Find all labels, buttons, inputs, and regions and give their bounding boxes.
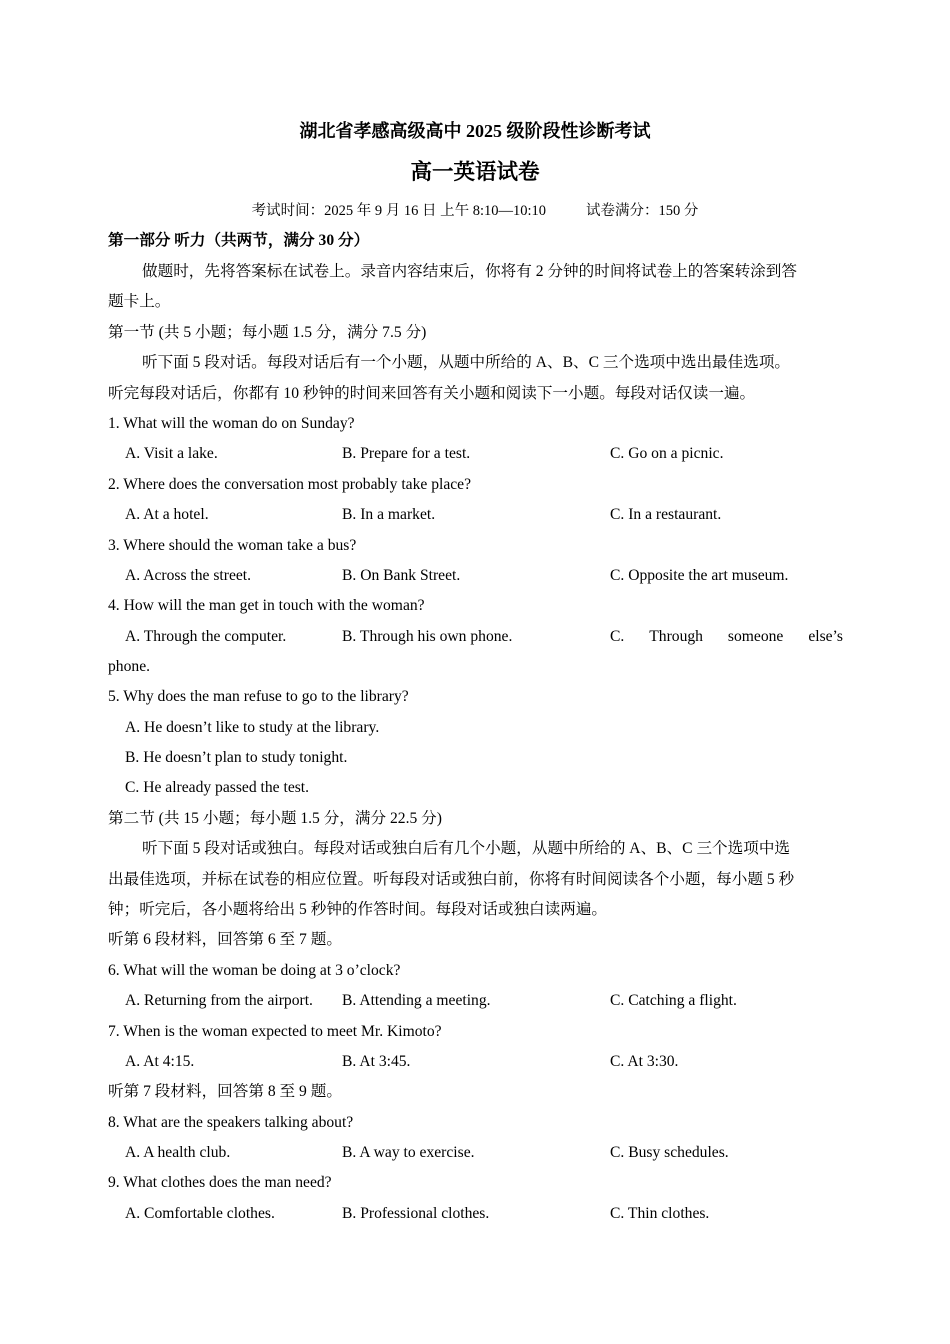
q2-option-a: A. At a hotel. — [125, 506, 209, 523]
full-score: 试卷满分：150 分 — [586, 203, 699, 219]
q8-option-b: B. A way to exercise. — [342, 1144, 475, 1161]
material-7-note: 听第 7 段材料，回答第 8 至 9 题。 — [108, 1083, 342, 1100]
q1-option-a: A. Visit a lake. — [125, 445, 218, 462]
q3-option-b: B. On Bank Street. — [342, 567, 461, 584]
q8-stem: 8. What are the speakers talking about? — [108, 1114, 354, 1131]
material-6-note: 听第 6 段材料，回答第 6 至 7 题。 — [108, 931, 342, 948]
q5-stem: 5. Why does the man refuse to go to the library? — [108, 688, 409, 705]
q6-option-a: A. Returning from the airport. — [125, 992, 313, 1009]
q8-option-c: C. Busy schedules. — [610, 1144, 729, 1161]
exam-time: 考试时间：2025 年 9 月 16 日 上午 8:10—10:10 — [251, 203, 547, 219]
section2-heading: 第二节 (共 15 小题；每小题 1.5 分，满分 22.5 分) — [108, 810, 442, 827]
q1-option-c: C. Go on a picnic. — [610, 445, 724, 462]
q4-option-a: A. Through the computer. — [125, 628, 287, 645]
q6-stem: 6. What will the woman be doing at 3 o’clock? — [108, 962, 401, 979]
q1-stem: 1. What will the woman do on Sunday? — [108, 415, 355, 432]
q3-option-c: C. Opposite the art museum. — [610, 567, 789, 584]
q4-option-b: B. Through his own phone. — [342, 628, 513, 645]
q7-option-a: A. At 4:15. — [125, 1053, 195, 1070]
q3-option-a: A. Across the street. — [125, 567, 252, 584]
q7-option-c: C. At 3:30. — [610, 1053, 679, 1070]
section1-instruction-line2: 听完每段对话后，你都有 10 秒钟的时间来回答有关小题和阅读下一小题。每段对话仅读一遍。 — [108, 385, 756, 402]
q4-option-c-word: else’s — [808, 628, 843, 645]
q4-stem: 4. How will the man get in touch with the woman? — [108, 597, 425, 614]
section2-instruction-line2: 出最佳选项，并标在试卷的相应位置。听每段对话或独白前，你将有时间阅读各个小题，每小题 5 秒 — [108, 871, 795, 888]
part1-instruction-line1: 做题时，先将答案标在试卷上。录音内容结束后，你将有 2 分钟的时间将试卷上的答案转涂到答 — [142, 263, 797, 280]
q7-stem: 7. When is the woman expected to meet Mr. Kimoto? — [108, 1023, 442, 1040]
q9-option-c: C. Thin clothes. — [610, 1205, 710, 1222]
section2-instruction-line3: 钟；听完后，各小题将给出 5 秒钟的作答时间。每段对话或独白读两遍。 — [108, 901, 608, 918]
q6-option-b: B. Attending a meeting. — [342, 992, 491, 1009]
section1-instruction-line1: 听下面 5 段对话。每段对话后有一个小题，从题中所给的 A、B、C 三个选项中选出最佳选项。 — [142, 354, 791, 371]
q4-option-c-word: Through — [649, 628, 703, 645]
q6-option-c: C. Catching a flight. — [610, 992, 737, 1009]
q9-option-a: A. Comfortable clothes. — [125, 1205, 275, 1222]
q4-option-c-word: someone — [727, 628, 784, 645]
q2-option-b: B. In a market. — [342, 506, 436, 523]
q8-option-a: A. A health club. — [125, 1144, 231, 1161]
section1-heading: 第一节 (共 5 小题；每小题 1.5 分，满分 7.5 分) — [108, 324, 427, 341]
q4-option-c — [610, 627, 843, 647]
part1-instruction-line2: 题卡上。 — [108, 293, 171, 310]
q2-option-c: C. In a restaurant. — [610, 506, 722, 523]
q7-option-b: B. At 3:45. — [342, 1053, 411, 1070]
q1-option-b: B. Prepare for a test. — [342, 445, 471, 462]
q5-option-a: A. He doesn’t like to study at the library. — [125, 719, 380, 736]
q4-option-c-continuation: phone. — [108, 658, 151, 675]
q9-stem: 9. What clothes does the man need? — [108, 1174, 332, 1191]
exam-subtitle: 高一英语试卷 — [410, 160, 540, 184]
q5-option-b: B. He doesn’t plan to study tonight. — [125, 749, 348, 766]
q2-stem: 2. Where does the conversation most probably take place? — [108, 476, 472, 493]
section2-instruction-line1: 听下面 5 段对话或独白。每段对话或独白后有几个小题，从题中所给的 A、B、C 三个选项中选 — [142, 840, 791, 857]
exam-meta — [0, 201, 950, 221]
q4-option-c-word: C. — [610, 628, 625, 645]
exam-title: 湖北省孝感高级高中 2025 级阶段性诊断考试 — [299, 121, 651, 141]
q5-option-c: C. He already passed the test. — [125, 779, 310, 796]
q3-stem: 3. Where should the woman take a bus? — [108, 537, 357, 554]
part1-heading: 第一部分 听力（共两节，满分 30 分） — [108, 232, 370, 249]
q9-option-b: B. Professional clothes. — [342, 1205, 490, 1222]
